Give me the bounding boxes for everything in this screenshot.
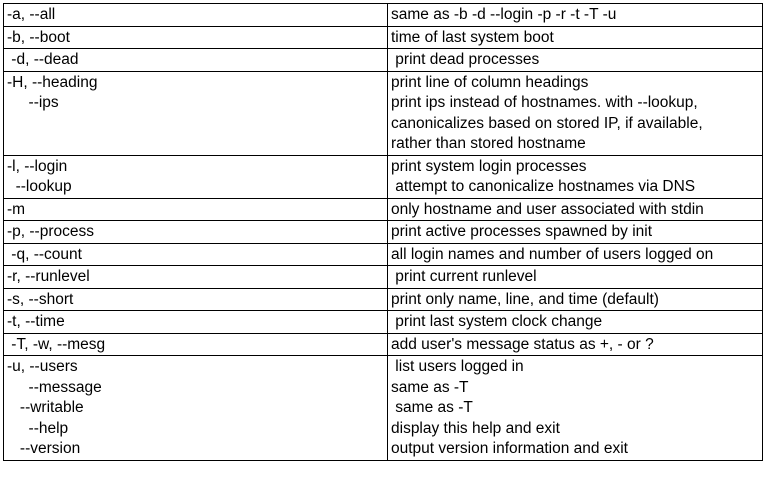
table-row xyxy=(4,311,763,334)
description-line: canonicalizes based on stored IP, if available, xyxy=(391,114,703,132)
table-row xyxy=(4,4,763,27)
description-line: only hostname and user associated with stdin xyxy=(391,200,704,218)
description-line: all login names and number of users logged on xyxy=(391,245,714,263)
option-line: -a, --all xyxy=(7,6,56,23)
description-line: rather than stored hostname xyxy=(391,135,586,152)
option-cell xyxy=(4,198,388,221)
option-cell xyxy=(4,4,388,27)
option-cell xyxy=(4,155,388,198)
table-row xyxy=(4,155,763,198)
option-cell xyxy=(4,243,388,266)
option-cell xyxy=(4,356,388,461)
description-cell xyxy=(388,356,763,461)
option-cell xyxy=(4,266,388,289)
description-cell xyxy=(388,221,763,244)
description-line: add user's message status as +, - or ? xyxy=(391,335,654,353)
table-row xyxy=(4,333,763,356)
option-cell xyxy=(4,311,388,334)
option-line: -p, --process xyxy=(7,223,94,240)
table-row xyxy=(4,71,763,155)
option-cell xyxy=(4,288,388,311)
description-cell xyxy=(388,243,763,266)
description-line: print current runlevel xyxy=(391,268,537,285)
description-line: same as -T xyxy=(391,399,473,416)
description-line: print only name, line, and time (default) xyxy=(391,290,659,308)
table-row xyxy=(4,356,763,461)
table-body xyxy=(4,4,763,461)
option-cell xyxy=(4,71,388,155)
description-line: display this help and exit xyxy=(391,419,560,437)
description-cell xyxy=(388,198,763,221)
option-line: -l, --login xyxy=(7,157,68,175)
option-line: -q, --count xyxy=(7,245,82,263)
description-line: attempt to canonicalize hostnames via DNS xyxy=(391,178,696,195)
description-line: print ips instead of hostnames. with --lookup, xyxy=(391,94,698,111)
description-cell xyxy=(388,266,763,289)
option-line: -T, -w, --mesg xyxy=(7,335,106,353)
description-cell xyxy=(388,155,763,198)
table-row xyxy=(4,243,763,266)
description-cell xyxy=(388,4,763,27)
description-line: print dead processes xyxy=(391,51,540,68)
description-line: print system login processes xyxy=(391,157,587,175)
option-cell xyxy=(4,221,388,244)
description-line: output version information and exit xyxy=(391,440,628,457)
option-line: --writable xyxy=(7,399,84,416)
option-cell xyxy=(4,49,388,72)
description-line: same as -b -d --login -p -r -t -T -u xyxy=(391,6,617,23)
description-line: print active processes spawned by init xyxy=(391,223,653,240)
option-line: -s, --short xyxy=(7,290,74,308)
option-line: -b, --boot xyxy=(7,28,70,46)
description-line: print line of column headings xyxy=(391,73,589,91)
option-line: -d, --dead xyxy=(7,51,79,68)
option-line: --lookup xyxy=(7,178,72,195)
description-cell xyxy=(388,49,763,72)
description-line: same as -T xyxy=(391,378,469,396)
table-row xyxy=(4,266,763,289)
option-line: -r, --runlevel xyxy=(7,268,90,285)
option-line: -u, --users xyxy=(7,358,78,375)
option-line: --message xyxy=(7,378,102,396)
option-line: --help xyxy=(7,419,69,437)
description-cell xyxy=(388,26,763,49)
options-table xyxy=(3,3,763,461)
option-line: -t, --time xyxy=(7,313,65,330)
table-row xyxy=(4,198,763,221)
option-line: -H, --heading xyxy=(7,73,98,91)
description-cell xyxy=(388,333,763,356)
table-row xyxy=(4,288,763,311)
description-cell xyxy=(388,71,763,155)
description-line: time of last system boot xyxy=(391,28,554,46)
table-row xyxy=(4,49,763,72)
table-row xyxy=(4,221,763,244)
option-cell xyxy=(4,333,388,356)
option-line: -m xyxy=(7,200,26,218)
option-line: --version xyxy=(7,440,81,457)
description-cell xyxy=(388,311,763,334)
table-row xyxy=(4,26,763,49)
option-line: --ips xyxy=(7,94,59,111)
option-cell xyxy=(4,26,388,49)
description-line: list users logged in xyxy=(391,358,524,375)
description-cell xyxy=(388,288,763,311)
description-line: print last system clock change xyxy=(391,313,603,330)
